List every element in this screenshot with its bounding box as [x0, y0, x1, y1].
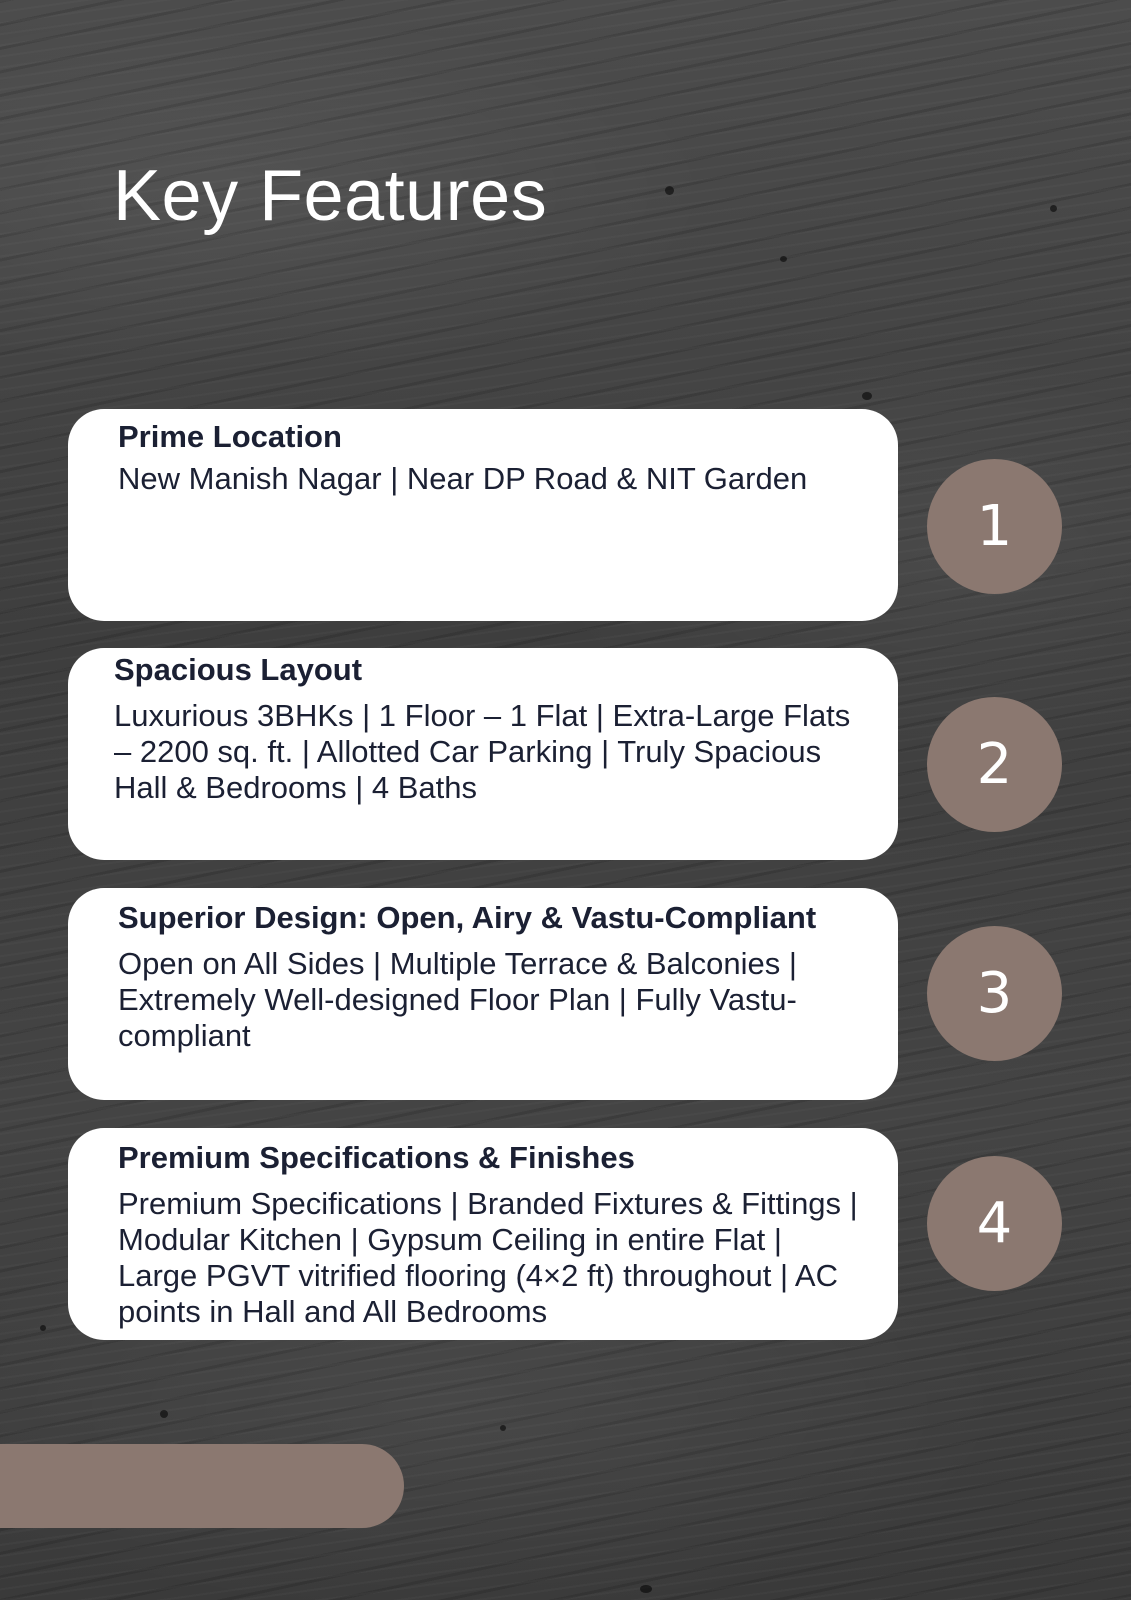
feature-number-badge: 4 — [927, 1156, 1062, 1291]
feature-description: Premium Specifications | Branded Fixtures & Fittings | Modular Kitchen | Gypsum Ceiling in entire Flat | Large PGVT vitrified flooring (4×2 ft) throughout | AC points in Hall and All Bedrooms — [118, 1186, 858, 1329]
background-speck — [160, 1410, 168, 1418]
background-speck — [780, 256, 787, 262]
feature-description: New Manish Nagar | Near DP Road & NIT Garden — [118, 461, 808, 496]
background-speck — [862, 392, 872, 400]
background-speck — [665, 186, 674, 195]
page-title: Key Features — [113, 156, 548, 236]
feature-card-spacious-layout — [68, 648, 898, 860]
background-speck — [500, 1425, 506, 1431]
feature-card-prime-location — [68, 409, 898, 621]
feature-description: Open on All Sides | Multiple Terrace & Balconies | Extremely Well-designed Floor Plan | Fully Vastu-compliant — [118, 946, 797, 1053]
feature-heading: Premium Specifications & Finishes — [118, 1140, 635, 1175]
feature-heading: Superior Design: Open, Airy & Vastu-Compliant — [118, 900, 817, 935]
feature-heading: Spacious Layout — [114, 652, 363, 687]
feature-number-badge: 3 — [927, 926, 1062, 1061]
footer-accent-bar — [0, 1444, 404, 1528]
background-speck — [40, 1325, 46, 1331]
feature-heading: Prime Location — [118, 419, 342, 454]
feature-card-premium-specifications — [68, 1128, 898, 1340]
background-speck — [640, 1585, 652, 1593]
feature-number-badge: 2 — [927, 697, 1062, 832]
feature-number-badge: 1 — [927, 459, 1062, 594]
background-speck — [1050, 205, 1057, 212]
feature-card-superior-design — [68, 888, 898, 1100]
feature-description: Luxurious 3BHKs | 1 Floor – 1 Flat | Extra-Large Flats – 2200 sq. ft. | Allotted Car Parking | Truly Spacious Hall & Bedrooms | 4 Baths — [114, 698, 851, 805]
